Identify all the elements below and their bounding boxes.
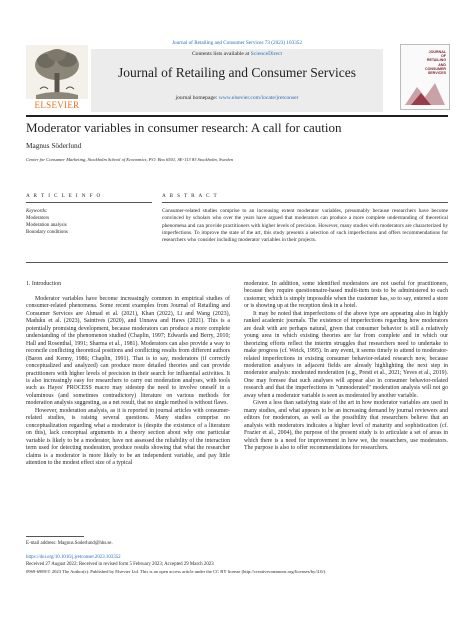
article-info-rule — [26, 202, 152, 203]
cover-title-line: OF — [441, 54, 446, 59]
keywords-label: Keywords: — [26, 209, 48, 214]
license-line[interactable]: 0969-6989/© 2023 The Author(s). Published by Elsevier Ltd. This is an open access article under the CC BY license (http://creativecommons.org/licenses/by/4.0/). — [26, 569, 327, 574]
cover-title-line: JOURNAL — [428, 50, 446, 54]
section-heading-introduction: 1. Introduction — [26, 281, 62, 287]
sciencedirect-link[interactable]: ScienceDirect — [250, 51, 283, 57]
homepage-line — [91, 95, 383, 101]
journal-name: Journal of Retailing and Consumer Services — [117, 65, 357, 80]
footnote-rule — [26, 536, 84, 537]
cover-title-line: RETAILING — [426, 58, 446, 63]
abstract-heading: A B S T R A C T — [162, 193, 219, 199]
body-paragraph: Moderator variables have become increasingly common in empirical studies of consumer-related phenomena. Some recent examples from Journal of Retailing and Consumer Services are Ahmad et al. (2021), Khan (2022), Li and Wang (2023), Maduku et al. (2023), Saintives (2020), and Unnava and Haws (2021). This is a potentially promising development, because moderators can produce a more complete understanding of the phenomenon studied (Chaplin, 1997; Edwards and Berry, 2010; Hall and Rosenthal, 1991; Sharma et al., 1981). Moderators can also provide a way to reconcile conflicting theoretical positions and conflicting results from different authors (Baron and Kenny, 1986; Chaplin, 1991). That is to say, moderators (if correctly conceptualized and analyzed) can produce more detailed theories and can provide practitioners with higher levels of precision in their search for influential activities. It is also increasingly easy for researchers to carry out moderation analyses, with tools such as Hayes' PROCESS macro may sidestep the need to involve oneself in a voluminous (and sometimes contradictory) literature on various methods for moderation analysis suggesting, as a net result, that no single method is without flaws. — [26, 296, 230, 407]
cover-graphic — [405, 79, 445, 105]
contents-line — [91, 51, 383, 57]
body-paragraph: It may be noted that imperfections of the above type are appearing also in highly ranked academic journals. The existence of imperfections regarding how moderators are dealt with are perhaps natural, given that consumer behavior is still a relatively young area in which existing theories are far from complete and in which our theorizing efforts reflect the interim struggles that researchers need to undertake to make progress (cf. Weick, 1995). In any event, it seems timely to attend to moderator-related imperfections in existing consumer behavior-related research now, because moderation analyses in adjacent fields are already highlighting the next step in moderator analysis: moderated moderation (e.g., Presti et al., 2021; Yeves et al., 2019). One may foresee that such analyses will appear also in consumer behavior-related research and that the imperfections in "unmoderated" moderation analysis will not go away when a moderator variable is seen as moderated by another variable. — [244, 310, 448, 399]
journal-cover-thumbnail[interactable] — [400, 44, 450, 110]
cover-title-line: CONSUMER — [425, 66, 446, 71]
received-dates: Received 27 August 2022; Received in revised form 5 February 2023; Accepted 29 March 2023 — [26, 562, 214, 567]
article-info-heading: A R T I C L E I N F O — [26, 193, 102, 199]
keyword-item: Moderators — [26, 216, 50, 221]
keyword-item: Boundary conditions — [26, 230, 68, 235]
abstract-text: Consumer-related studies comprise to an increasing extent moderator variables, presumably because researchers have become convinced by scholars who over the years have argued that moderators can produce a more complete understanding of theoretical phenomena and can provide practitioners with higher levels of precision. However, many studies with moderators are characterized by imperfections. To improve the state of the art, this study presents a selection of such imperfections and offers recommendations for researchers who consider including moderator variables in their projects. — [162, 208, 448, 243]
body-column-left — [26, 296, 230, 467]
homepage-prefix: journal homepage: — [175, 95, 219, 101]
cover-title-line: AND — [438, 62, 446, 67]
abstract-rule-bottom — [26, 262, 448, 263]
masthead-rule — [26, 115, 448, 117]
publisher-wordmark: ELSEVIER — [34, 100, 80, 110]
keyword-item: Moderation analysis — [26, 223, 67, 228]
running-head[interactable]: Journal of Retailing and Consumer Services 73 (2023) 103352 — [172, 40, 302, 46]
cover-title — [412, 50, 446, 75]
body-paragraph: moderator. In addition, some identified moderators are not useful for practitioners, because they require questionnaire-based multi-item tests to be administered to each customer, which is simply impossible when the customer has, so to say, entered a store or is showing up at the reception desk in a hotel. — [244, 281, 448, 310]
abstract-rule-top — [162, 202, 448, 203]
author-affiliation: Center for Consumer Marketing, Stockholm School of Economics, P.O. Box 6501, SE-113 83 Stockholm, Sweden — [26, 157, 234, 162]
cover-title-line: SERVICES — [427, 71, 446, 76]
author-name[interactable]: Magnus Söderlund — [26, 141, 82, 150]
body-paragraph: Given a less than satisfying state of the art in how moderator variables are used in many studies, and what appears to be an increasing demand by journal reviewers and editors for moderators, as well as the possibility that researchers believe that an analysis with moderators indicates a higher level of maturity and sophistication (cf. Frazier et al., 2004), the purpose of the present study is to articulate a set of areas in which there is a need for improvement in how we, the researchers, use moderators. The purpose is also to offer recommendations for researchers. — [244, 400, 448, 451]
doi-link[interactable]: https://doi.org/10.1016/j.jretconser.2023.103352 — [26, 555, 121, 560]
contents-prefix: Contents lists available at — [191, 51, 251, 57]
email-footnote[interactable]: E-mail address: Magnus.Soderlund@hhs.se. — [26, 541, 113, 546]
journal-homepage-link[interactable]: www.elsevier.com/locate/jretconser — [218, 95, 299, 101]
article-title: Moderator variables in consumer research: A call for caution — [26, 120, 342, 135]
body-column-right — [244, 281, 448, 452]
body-paragraph: However, moderation analysis, as it is reported in journal articles with consumer-related studies, is raising several questions. Many studies comprise no conceptualization regarding what a moderator is (despite the existence of a literature on this), lack conceptual arguments in a theory section about why one particular variable is likely to be a moderator, have not assessed the reliability of the interaction term used for detecting moderation, produce results showing that what the researcher claims is a moderator is more likely to be an independent variable, and pay little attention to the modest effect size of a typical — [26, 407, 230, 466]
